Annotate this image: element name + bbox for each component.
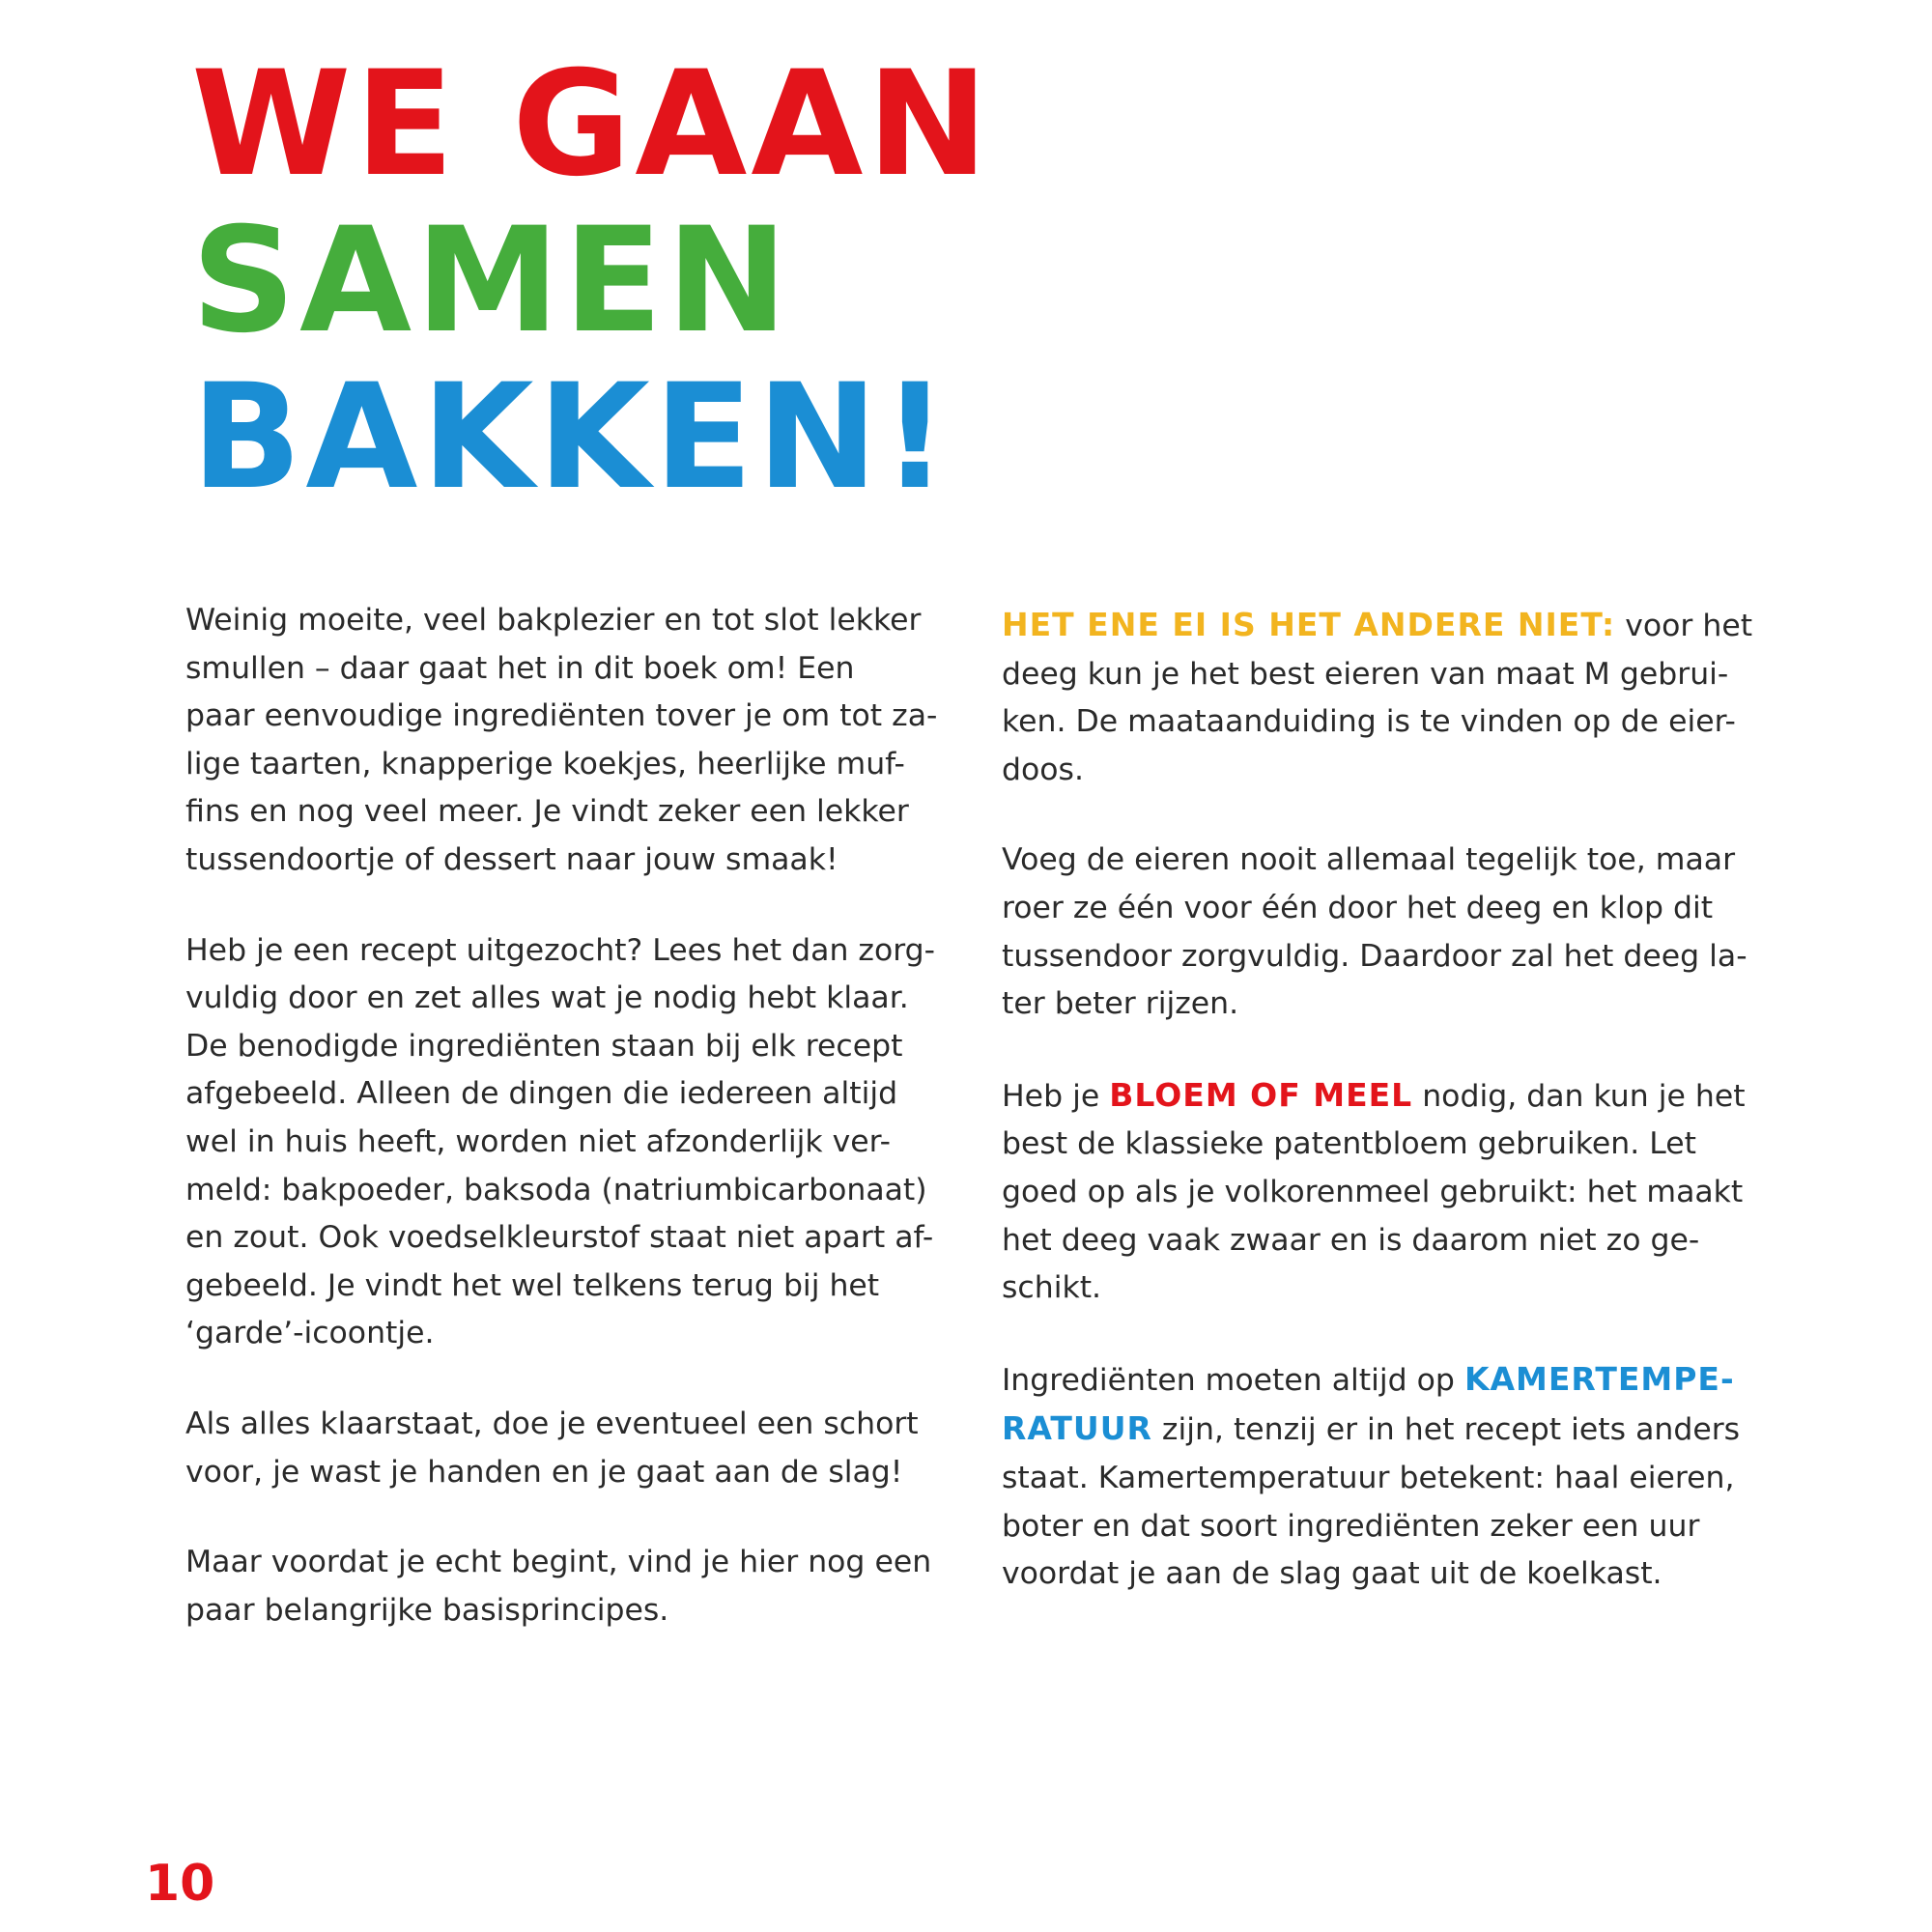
eggs-paragraph xyxy=(1002,601,1765,794)
title-line-1: WE GAAN xyxy=(191,41,992,209)
eggs-heading: HET ENE EI IS HET ANDERE NIET: xyxy=(1002,606,1616,643)
flour-heading: BLOEM OF MEEL xyxy=(1109,1075,1413,1114)
recipe-paragraph: Heb je een recept uitgezocht? Lees het dan zorg- vuldig door en zet alles wat je nodig hebt klaar. De benodigde ingrediënten staan bij elk recept afgebeeld. Alleen de dingen die iedereen altijd wel in huis heeft, worden niet afzonderlijk ver- meld: bakpoeder, baksoda (natriumbicarbonaat) en zout. Ook voedselkleurstof staat niet apart af- gebeeld. Je vindt het wel telkens terug bij het ‘garde’-icoontje. xyxy=(185,932,935,1351)
flour-text-before: Heb je xyxy=(1002,1078,1110,1114)
flour-text-after: nodig, dan kun je het best de klassieke patentbloem gebruiken. Let goed op als je volkorenmeel gebruikt: het maakt het deeg vaak zwaar en is daarom niet zo ge- schikt. xyxy=(1002,1078,1746,1306)
page-title xyxy=(191,41,992,522)
title-line-3: BAKKEN! xyxy=(191,354,952,522)
temperature-text-before: Ingrediënten moeten altijd op xyxy=(1002,1362,1464,1398)
eggs-tip-paragraph: Voeg de eieren nooit allemaal tegelijk toe, maar roer ze één voor één door het deeg en klop dit tussendoor zorgvuldig. Daardoor zal het deeg la- ter beter rijzen. xyxy=(1002,842,1747,1022)
page-number: 10 xyxy=(145,1855,215,1913)
eggs-text: voor het deeg kun je het best eieren van maat M gebrui- ken. De maataanduiding is te vinden op de eier- doos. xyxy=(1002,609,1753,787)
temperature-text-after: zijn, tenzij er in het recept iets anders staat. Kamertemperatuur betekent: haal eieren, boter en dat soort ingrediënten zeker een uur voordat je aan de slag gaat uit de koelkast. xyxy=(1002,1412,1741,1592)
temperature-heading: KAMERTEMPE- RATUUR xyxy=(1002,1359,1735,1448)
title-line-2: SAMEN xyxy=(191,197,792,365)
flour-paragraph xyxy=(1002,1071,1765,1313)
temperature-paragraph xyxy=(1002,1355,1765,1599)
right-column xyxy=(1002,601,1765,1641)
intro-paragraph: Weinig moeite, veel bakplezier en tot slot lekker smullen – daar gaat het in dit boek om! Een paar eenvoudige ingrediënten tover je om tot za- lige taarten, knapperige koekjes, heerlijke muf- fins en nog veel meer. Je vindt zeker een lekker tussendoortje of dessert naar jouw smaak! xyxy=(185,603,938,877)
left-column xyxy=(185,597,949,1677)
principles-paragraph: Maar voordat je echt begint, vind je hier nog een paar belangrijke basisprincipes. xyxy=(185,1545,932,1628)
preparation-paragraph: Als alles klaarstaat, doe je eventueel een schort voor, je wast je handen en je gaat aan de slag! xyxy=(185,1406,919,1490)
